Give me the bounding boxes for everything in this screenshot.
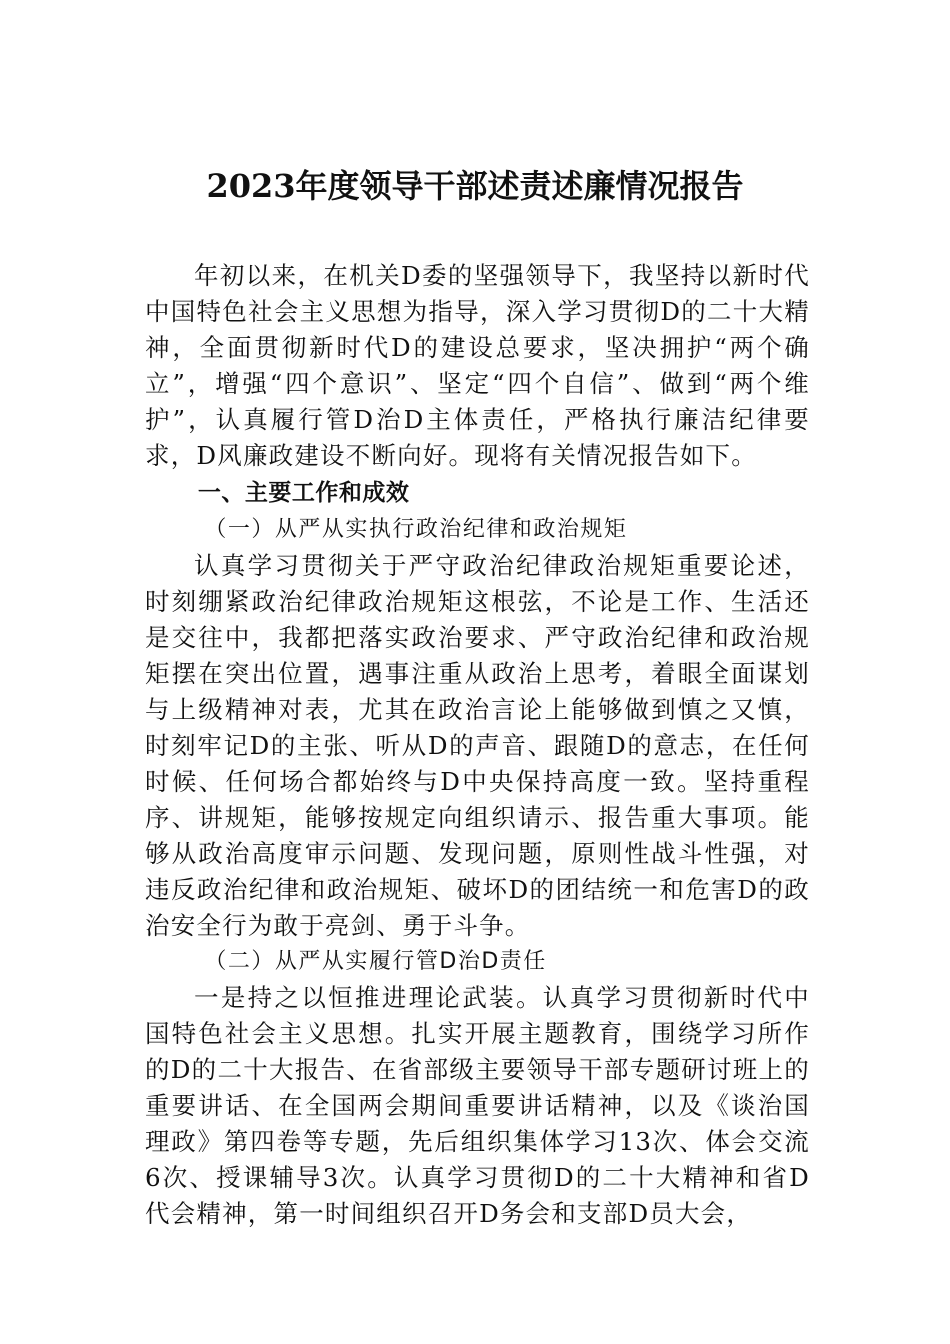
subsection-heading-party-governance: （二）从严从实履行管D治D责任 — [204, 949, 547, 974]
theory-study-paragraph: 一是持之以恒推进理论武装。认真学习贯彻新时代中国特色社会主义思想。扎实开展主题教育，围绕学习所作的D的二十大报告、在省部级主要领导干部专题研讨班上的重要讲话、在全国两会期间重要讲话精神，以及《谈治国理政》第四卷等专题，先后组织集体学习13次、体会交流6次、授课辅导3次。认真学习贯彻D的二十大精神和省D代会精神，第一时间组织召开D务会和支部D员大会， — [145, 983, 810, 1228]
section-heading-main-work: 一、主要工作和成效 — [197, 480, 410, 506]
intro-paragraph: 年初以来，在机关D委的坚强领导下，我坚持以新时代中国特色社会主义思想为指导，深入学习贯彻D的二十大精神，全面贯彻新时代D的建设总要求，坚决拥护“两个确立”，增强“四个意识”、坚定“四个自信”、做到“两个维护”，认真履行管D治D主体责任，严格执行廉洁纪律要求，D风廉政建设不断向好。现将有关情况报告如下。 — [145, 261, 810, 470]
document-body — [145, 258, 810, 1232]
document-title: 2023年度领导干部述责述廉情况报告 — [206, 167, 744, 205]
subsection-heading-political-discipline: （一）从严从实执行政治纪律和政治规矩 — [204, 517, 628, 542]
political-discipline-paragraph: 认真学习贯彻关于严守政治纪律政治规矩重要论述，时刻绷紧政治纪律政治规矩这根弦，不论是工作、生活还是交往中，我都把落实政治要求、严守政治纪律和政治规矩摆在突出位置，遇事注重从政治上思考，着眼全面谋划与上级精神对表，尤其在政治言论上能够做到慎之又慎，时刻牢记D的主张、听从D的声音、跟随D的意志，在任何时候、任何场合都始终与D中央保持高度一致。坚持重程序、讲规矩，能够按规定向组织请示、报告重大事项。能够从政治高度审示问题、发现问题，原则性战斗性强，对违反政治纪律和政治规矩、破坏D的团结统一和危害D的政治安全行为敢于亮剑、勇于斗争。 — [145, 551, 810, 940]
